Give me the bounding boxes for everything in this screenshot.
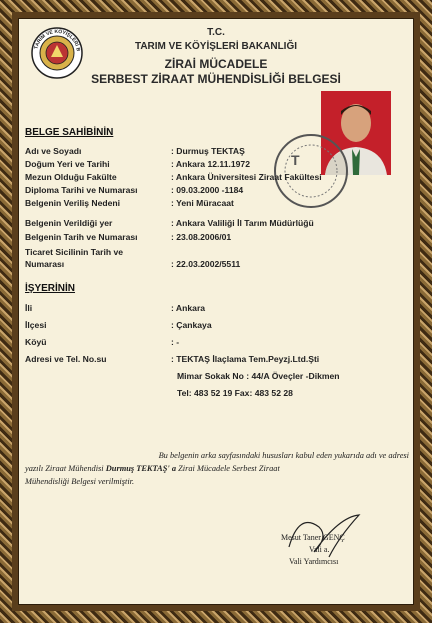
address-line2: Mimar Sokak No : 44/A Öveçler -Dikmen — [177, 371, 340, 381]
field-value: : TEKTAŞ İlaçlama Tem.Peyzj.Ltd.Şti — [171, 354, 320, 364]
seal-text: TARIM VE KÖYİŞLERİ B — [33, 28, 81, 52]
field-label: Ticaret Sicilinin Tarih ve — [25, 247, 124, 257]
signer-title2: Vali Yardımcısı — [289, 557, 339, 566]
field-value: : Durmuş TEKTAŞ — [171, 146, 245, 156]
official-stamp — [271, 131, 351, 211]
field-label: Adı ve Soyadı — [25, 146, 82, 156]
header-title-line1: ZİRAİ MÜCADELE — [164, 57, 268, 71]
business-section-title: İŞYERİNİN — [25, 283, 76, 294]
address-line3: Tel: 483 52 19 Fax: 483 52 28 — [177, 388, 293, 398]
field-label: İlçesi — [25, 320, 47, 330]
field-label: Mezun Olduğu Fakülte — [25, 172, 117, 182]
header-tc: T.C. — [207, 27, 225, 38]
field-value: : - — [171, 337, 180, 347]
svg-text:T: T — [291, 152, 300, 168]
statement-paragraph — [25, 449, 409, 488]
field-value: : 09.03.2000 -1184 — [171, 185, 244, 195]
statement-text: Zirai Mücadele Serbest Ziraat — [176, 464, 280, 473]
field-value: : Çankaya — [171, 320, 212, 330]
field-label: Belgenin Tarih ve Numarası — [25, 232, 138, 242]
signer-title1: Vali a. — [309, 545, 330, 554]
owner-section-title: BELGE SAHİBİNİN — [25, 127, 114, 138]
statement-line1: Bu belgenin arka sayfasındaki hususları kabul eden yukarıda adı ve adresi — [158, 451, 409, 460]
field-label: Köyü — [25, 337, 47, 347]
field-value: : Ankara Valiliği İl Tarım Müdürlüğü — [171, 218, 314, 228]
field-value: : Yeni Müracaat — [171, 198, 234, 208]
certificate-paper — [18, 18, 414, 605]
field-value: : 23.08.2006/01 — [171, 232, 232, 242]
field-label: Doğum Yeri ve Tarihi — [25, 159, 110, 169]
statement-line2 — [25, 462, 409, 475]
signer-name: Mesut Taner GENÇ — [281, 533, 345, 542]
header-title-line2: SERBEST ZİRAAT MÜHENDİSLİĞİ BELGESİ — [91, 72, 341, 86]
field-value: : Ankara 12.11.1972 — [171, 159, 250, 169]
field-label: Numarası — [25, 259, 65, 269]
field-label: Belgenin Verildiği yer — [25, 218, 113, 228]
field-value: : Ankara — [171, 303, 206, 313]
signature-block — [259, 507, 409, 567]
field-label: Diploma Tarihi ve Numarası — [25, 185, 138, 195]
header-ministry: TARIM VE KÖYİŞLERİ BAKANLIĞI — [134, 41, 298, 52]
statement-name: Durmuş TEKTAŞ' a — [105, 464, 177, 473]
field-label: Belgenin Veriliş Nedeni — [25, 198, 121, 208]
statement-line3: Mühendisliği Belgesi verilmiştir. — [25, 477, 135, 486]
field-label: Adresi ve Tel. No.su — [25, 354, 107, 364]
field-value: : Ankara Üniversitesi Ziraat Fakültesi — [171, 172, 322, 182]
statement-text: yazılı Ziraat Mühendisi — [25, 464, 106, 473]
field-value: : 22.03.2002/5511 — [171, 259, 241, 269]
field-label: İli — [25, 303, 33, 313]
